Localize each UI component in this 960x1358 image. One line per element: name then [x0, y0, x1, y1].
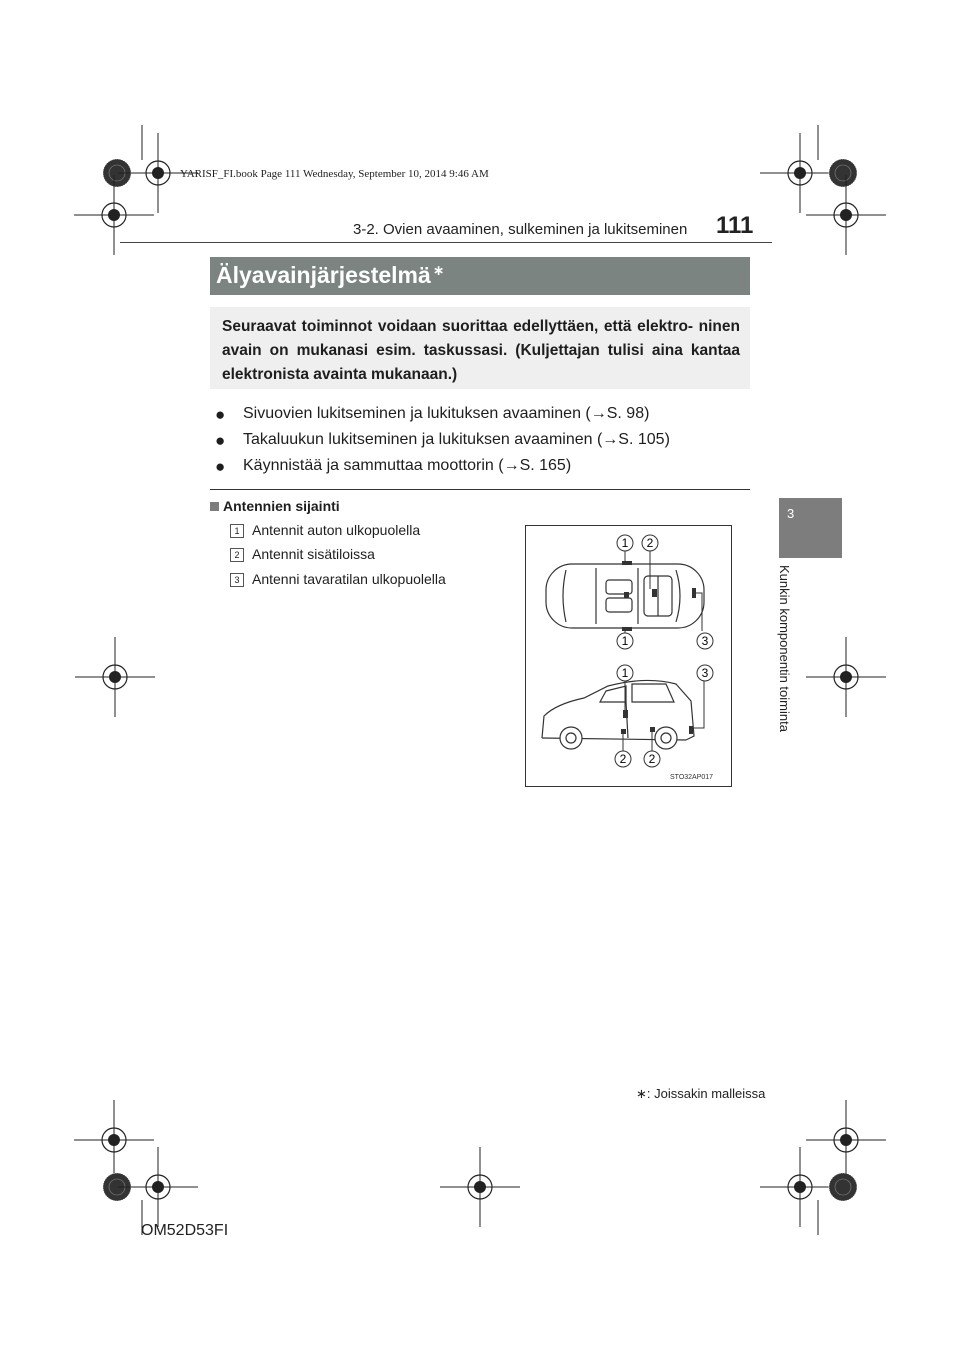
callout-number: 1 [230, 524, 244, 538]
callout-number: 2 [230, 548, 244, 562]
callout-label: 2 [646, 536, 654, 550]
car-side-view [542, 680, 694, 749]
antenna-markers-top [622, 561, 696, 631]
chapter-label-text: Kunkin komponentin toiminta [777, 565, 792, 732]
header-rule [120, 242, 772, 243]
list-item [215, 456, 735, 482]
list-item [215, 430, 735, 456]
document-code: OM52D53FI [141, 1222, 229, 1239]
list-item-text: Käynnistää ja sammuttaa moottorin (→S. 165) [243, 457, 572, 474]
callout-label: 2 [619, 752, 627, 766]
car-illustration [526, 526, 731, 786]
list-item-text: Sivuovien lukitseminen ja lukituksen avaaminen (→S. 98) [243, 405, 650, 422]
callout-label: 3 [701, 634, 709, 648]
callout-label: 1 [621, 634, 629, 648]
callout-label: 1 [621, 666, 629, 680]
antenna-item-text: Antennit auton ulkopuolella [252, 522, 421, 538]
antenna-item [230, 546, 375, 562]
section-divider [210, 489, 750, 490]
chapter-label [762, 565, 822, 765]
callout-label: 3 [701, 666, 709, 680]
intro-box [210, 307, 750, 389]
antenna-figure [525, 525, 732, 787]
footnote: ∗: Joissakin malleissa [636, 1086, 766, 1101]
bullet-icon: ● [215, 431, 226, 450]
antenna-heading [210, 498, 340, 514]
feature-list [215, 404, 735, 482]
page-title-text: Älyavainjärjestelmä [216, 262, 431, 288]
square-bullet-icon [210, 502, 219, 511]
bullet-icon: ● [215, 457, 226, 476]
antenna-markers-side [621, 710, 693, 734]
book-info: YARISF_FI.book Page 111 Wednesday, September 10, 2014 9:46 AM [180, 168, 489, 180]
antenna-heading-text: Antennien sijainti [223, 498, 340, 514]
section-title: 3-2. Ovien avaaminen, sulkeminen ja lukitseminen [353, 221, 688, 238]
antenna-item [230, 522, 420, 538]
page-title [216, 262, 445, 289]
page-number: 111 [716, 212, 754, 239]
antenna-item-text: Antenni tavaratilan ulkopuolella [252, 571, 446, 587]
list-item [215, 404, 735, 430]
callouts-side [615, 665, 713, 767]
bullet-icon: ● [215, 405, 226, 424]
antenna-item [230, 571, 446, 587]
antenna-item-text: Antennit sisätiloissa [252, 546, 375, 562]
callout-label: 1 [621, 536, 629, 550]
title-bar [210, 257, 750, 295]
chapter-number: 3 [787, 506, 795, 521]
callout-number: 3 [230, 573, 244, 587]
callout-label: 2 [648, 752, 656, 766]
intro-text: Seuraavat toiminnot voidaan suorittaa edellyttäen, että elektro- ninen avain on mukanasi esim. taskussasi. (Kuljettajan tulisi aina kantaa elektronista avainta mukanaan.) [222, 318, 740, 383]
figure-code: STO32AP017 [670, 774, 714, 781]
list-item-text: Takaluukun lukitseminen ja lukituksen avaaminen (→S. 105) [243, 431, 670, 448]
title-asterisk: ∗ [432, 262, 445, 278]
